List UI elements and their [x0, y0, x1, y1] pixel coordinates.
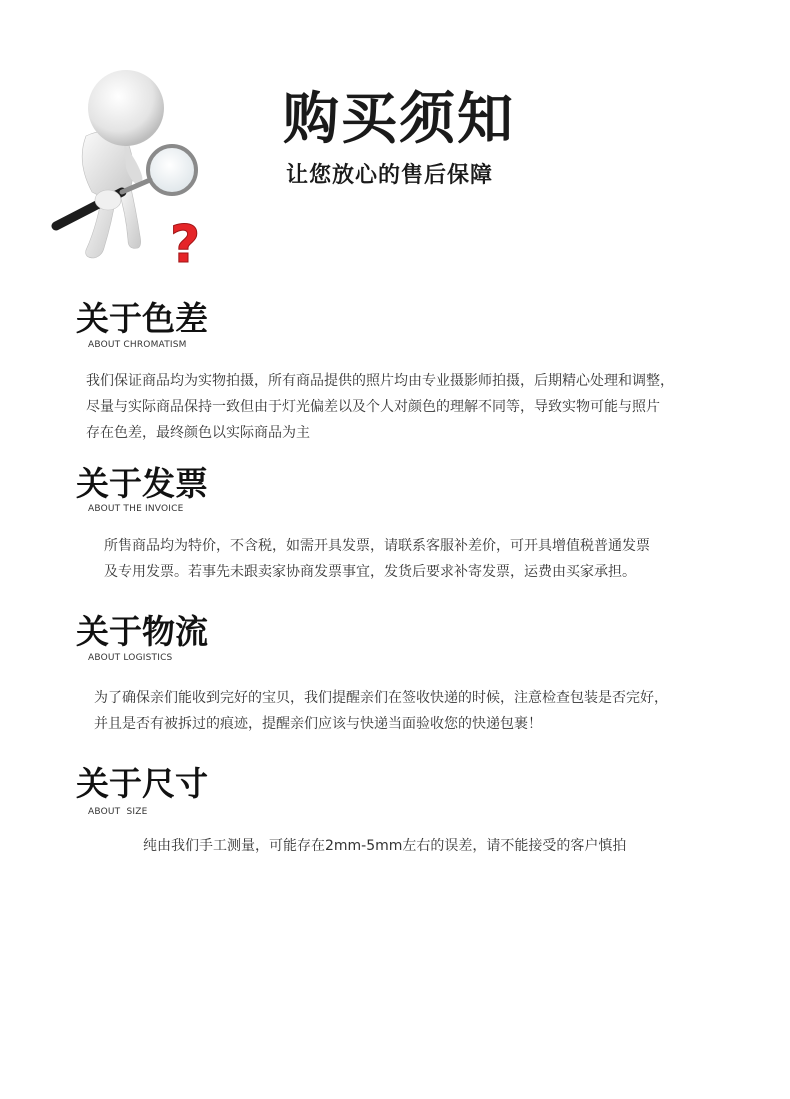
section-body-invoice: [104, 533, 650, 585]
body-line: 为了确保亲们能收到完好的宝贝，我们提醒亲们在签收快递的时候，注意检查包装是否完好，: [94, 690, 668, 706]
body-line: 我们保证商品均为实物拍摄，所有商品提供的照片均由专业摄影师拍摄，后期精心处理和调整，: [86, 373, 674, 389]
page-subtitle: 让您放心的售后保障: [286, 163, 494, 188]
page-title: 购买须知: [283, 87, 515, 152]
section-body-size: [143, 833, 626, 859]
section-subtitle-size: ABOUT SIZE: [88, 807, 148, 817]
body-line: 并且是否有被拆过的痕迹，提醒亲们应该与快递当面验收您的快递包裹！: [94, 716, 542, 732]
body-line: 尽量与实际商品保持一致但由于灯光偏差以及个人对颜色的理解不同等，导致实物可能与照片: [86, 399, 660, 415]
section-title-logistics: 关于物流: [76, 612, 208, 651]
section-title-chromatism: 关于色差: [76, 299, 208, 338]
section-body-logistics: [94, 685, 668, 737]
body-line: 纯由我们手工测量，可能存在2mm-5mm左右的误差，请不能接受的客户慎拍: [143, 838, 627, 854]
section-subtitle-chromatism: ABOUT CHROMATISM: [88, 340, 187, 350]
section-title-invoice: 关于发票: [76, 464, 208, 503]
body-line: 所售商品均为特价，不含税，如需开具发票，请联系客服补差价，可开具增值税普通发票: [104, 538, 650, 554]
body-line: 存在色差，最终颜色以实际商品为主: [86, 425, 310, 441]
magnifier-figure-icon: [46, 64, 206, 274]
section-subtitle-logistics: ABOUT LOGISTICS: [88, 653, 173, 663]
svg-text:?: ?: [170, 215, 201, 274]
section-title-size: 关于尺寸: [76, 764, 208, 803]
body-line: 及专用发票。若事先未跟卖家协商发票事宜，发货后要求补寄发票，运费由买家承担。: [104, 564, 636, 580]
section-body-chromatism: [86, 368, 674, 446]
section-subtitle-invoice: ABOUT THE INVOICE: [88, 504, 184, 514]
